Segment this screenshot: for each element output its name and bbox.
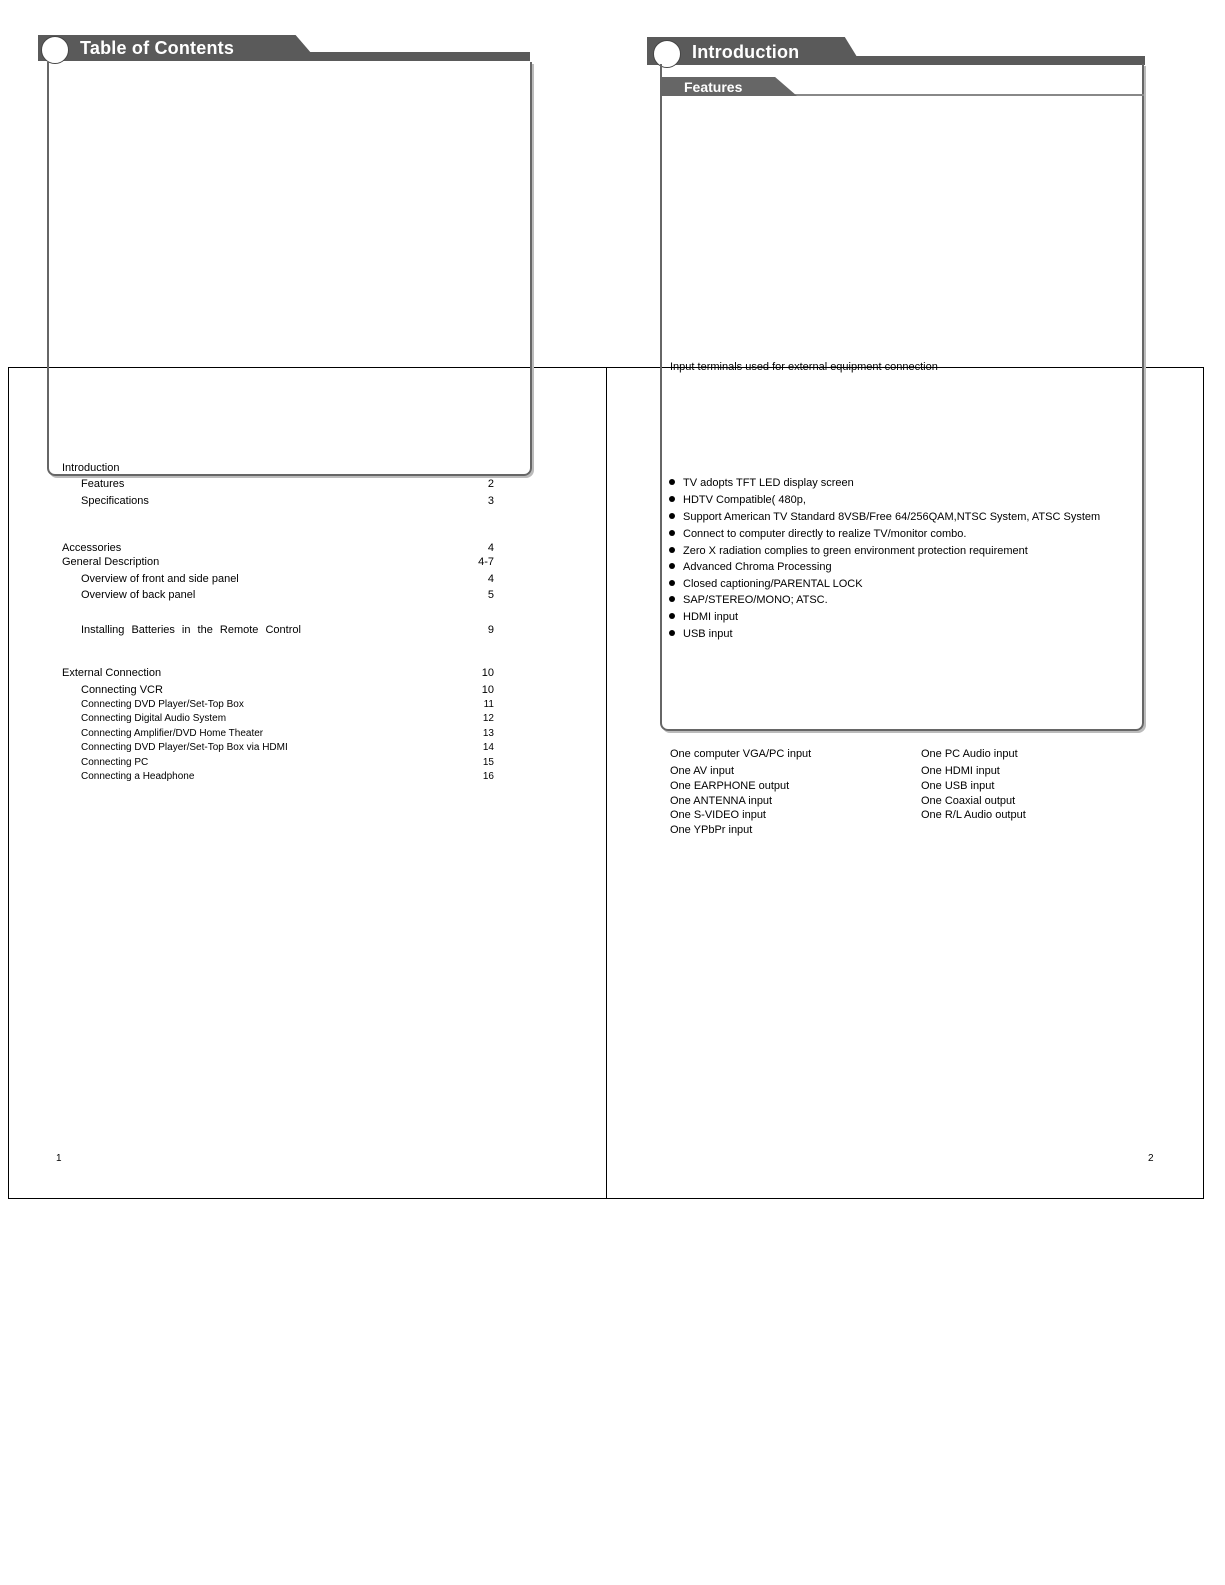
terminal-item: One computer VGA/PC input [670, 748, 812, 760]
toc-entry[interactable]: General Description 4-7 [62, 556, 494, 568]
feature-item: HDMI input [669, 609, 738, 625]
toc-entry[interactable]: Connecting DVD Player/Set-Top Box via HDMI 14 [81, 742, 494, 753]
feature-item: Connect to computer directly to realize TV/monitor combo. [669, 526, 966, 542]
feature-item: USB input [669, 626, 733, 642]
toc-entry[interactable]: External Connection 10 [62, 667, 494, 679]
bullet-icon [669, 530, 675, 536]
toc-entry[interactable]: Connecting VCR 10 [81, 684, 494, 696]
terminal-item: One AV input [670, 765, 735, 777]
left-page-number: 1 [56, 1153, 62, 1164]
toc-frame [47, 62, 532, 476]
bullet-icon [669, 496, 675, 502]
feature-item: Support American TV Standard 8VSB/Free 64/256QAM,NTSC System, ATSC System [669, 509, 1100, 525]
terminal-item: One S-VIDEO input [670, 809, 766, 821]
features-title: Features [684, 79, 743, 95]
terminal-item: One USB input [921, 780, 995, 792]
toc-entry[interactable]: Specifications 3 [81, 495, 494, 507]
toc-entry[interactable]: Connecting DVD Player/Set-Top Box 11 [81, 699, 494, 710]
toc-entry[interactable]: Accessories 4 [62, 542, 494, 554]
bullet-icon [669, 563, 675, 569]
bullet-icon [669, 513, 675, 519]
terminal-item: One PC Audio input [921, 748, 1018, 760]
terminal-item: One EARPHONE output [670, 780, 790, 792]
toc-entry[interactable]: Connecting a Headphone 16 [81, 771, 494, 782]
bullet-icon [669, 580, 675, 586]
toc-entry[interactable]: Overview of back panel 5 [81, 589, 494, 601]
terminal-item: One ANTENNA input [670, 795, 773, 807]
bullet-icon [669, 596, 675, 602]
feature-item: Closed captioning/PARENTAL LOCK [669, 576, 863, 592]
feature-item: TV adopts TFT LED display screen [669, 475, 854, 491]
toc-entry[interactable]: Introduction [62, 462, 120, 474]
right-page-number: 2 [1148, 1153, 1154, 1164]
toc-entry[interactable]: Features 2 [81, 478, 494, 490]
page-divider [606, 368, 607, 1198]
feature-item: HDTV Compatible( 480p, [669, 492, 806, 508]
feature-item: Zero X radiation complies to green environment protection requirement [669, 543, 1028, 559]
bullet-icon [669, 479, 675, 485]
toc-entry[interactable]: Overview of front and side panel 4 [81, 573, 494, 585]
terminal-item: One R/L Audio output [921, 809, 1026, 821]
feature-item: SAP/STEREO/MONO; ATSC. [669, 592, 828, 608]
toc-entry[interactable]: Installing Batteries in the Remote Control 9 [81, 624, 494, 636]
intro-frame [660, 64, 1144, 731]
bullet-icon [669, 613, 675, 619]
features-header [660, 77, 1144, 96]
toc-entry[interactable]: Connecting Amplifier/DVD Home Theater 13 [81, 728, 494, 739]
toc-title: Table of Contents [80, 38, 235, 58]
feature-item: Advanced Chroma Processing [669, 559, 832, 575]
terminal-item: One Coaxial output [921, 795, 1016, 807]
bullet-icon [669, 630, 675, 636]
intro-title: Introduction [692, 42, 800, 62]
terminals-heading: Input terminals used for external equipment connection [670, 361, 938, 373]
toc-circle-icon [41, 36, 69, 64]
terminal-item: One HDMI input [921, 765, 1000, 777]
terminal-item: One YPbPr input [670, 824, 753, 836]
toc-entry[interactable]: Connecting PC 15 [81, 757, 494, 768]
bullet-icon [669, 547, 675, 553]
toc-entry[interactable]: Connecting Digital Audio System 12 [81, 713, 494, 724]
